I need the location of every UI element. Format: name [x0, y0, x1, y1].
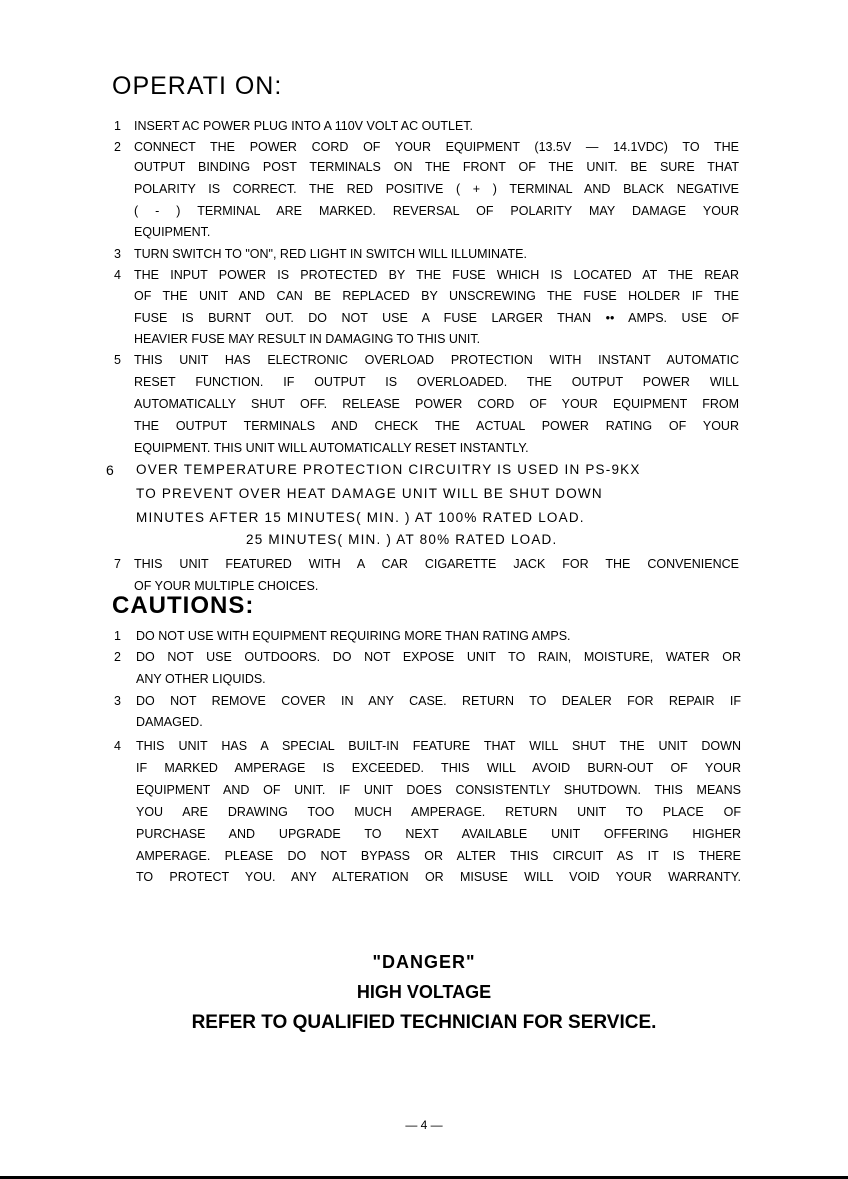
operation-item-1-number: 1 — [114, 119, 121, 133]
operation-item-4-number: 4 — [114, 268, 121, 282]
operation-item-6-line-2: TO PREVENT OVER HEAT DAMAGE UNIT WILL BE SHUT DOWN — [136, 486, 603, 501]
high-voltage-warning: HIGH VOLTAGE — [356, 982, 492, 1002]
page-number: — 4 — — [405, 1118, 443, 1132]
caution-item-4-line-7: TO PROTECT YOU. ANY ALTERATION OR MISUSE WILL VOID YOUR WARRANTY. — [136, 870, 741, 884]
operation-item-7-line-2: OF YOUR MULTIPLE CHOICES. — [134, 579, 319, 593]
caution-item-2-line-1: DO NOT USE OUTDOORS. DO NOT EXPOSE UNIT TO RAIN, MOISTURE, WATER OR — [136, 650, 741, 664]
operation-item-7-line-1: THIS UNIT FEATURED WITH A CAR CIGARETTE JACK FOR THE CONVENIENCE — [134, 557, 739, 571]
caution-item-4-line-1: THIS UNIT HAS A SPECIAL BUILT-IN FEATURE THAT WILL SHUT THE UNIT DOWN — [136, 739, 741, 753]
operation-item-5-number: 5 — [114, 353, 121, 367]
operation-item-4-line-2: OF THE UNIT AND CAN BE REPLACED BY UNSCREWING THE FUSE HOLDER IF THE — [134, 289, 739, 303]
operation-item-4-line-3: FUSE IS BURNT OUT. DO NOT USE A FUSE LARGER THAN •• AMPS. USE OF — [134, 311, 739, 325]
caution-item-3-line-1: DO NOT REMOVE COVER IN ANY CASE. RETURN TO DEALER FOR REPAIR IF — [136, 694, 741, 708]
danger-warning: "DANGER" — [372, 952, 476, 972]
caution-item-4-number: 4 — [114, 739, 121, 753]
caution-item-1-line-1: DO NOT USE WITH EQUIPMENT REQUIRING MORE THAN RATING AMPS. — [136, 629, 571, 643]
operation-item-5-line-1: THIS UNIT HAS ELECTRONIC OVERLOAD PROTECTION WITH INSTANT AUTOMATIC — [134, 353, 739, 367]
caution-item-3-number: 3 — [114, 694, 121, 708]
operation-item-5-line-2: RESET FUNCTION. IF OUTPUT IS OVERLOADED. THE OUTPUT POWER WILL — [134, 375, 739, 389]
caution-item-2-number: 2 — [114, 650, 121, 664]
operation-heading: OPERATI ON: — [112, 72, 283, 100]
operation-item-2-line-4: ( - ) TERMINAL ARE MARKED. REVERSAL OF POLARITY MAY DAMAGE YOUR — [134, 204, 739, 218]
caution-item-2-line-2: ANY OTHER LIQUIDS. — [136, 672, 266, 686]
operation-item-2-line-5: EQUIPMENT. — [134, 225, 211, 239]
operation-item-2-line-2: OUTPUT BINDING POST TERMINALS ON THE FRONT OF THE UNIT. BE SURE THAT — [134, 160, 739, 174]
caution-item-4-line-3: EQUIPMENT AND OF UNIT. IF UNIT DOES CONSISTENTLY SHUTDOWN. THIS MEANS — [136, 783, 741, 797]
operation-item-5-line-5: EQUIPMENT. THIS UNIT WILL AUTOMATICALLY RESET INSTANTLY. — [134, 441, 529, 455]
operation-item-6-line-3: MINUTES AFTER 15 MINUTES( MIN. ) AT 100% RATED LOAD. — [136, 510, 585, 525]
operation-item-5-line-3: AUTOMATICALLY SHUT OFF. RELEASE POWER CORD OF YOUR EQUIPMENT FROM — [134, 397, 739, 411]
caution-item-4-line-6: AMPERAGE. PLEASE DO NOT BYPASS OR ALTER THIS CIRCUIT AS IT IS THERE — [136, 849, 741, 863]
operation-item-2-number: 2 — [114, 140, 121, 154]
cautions-heading: CAUTIONS: — [112, 592, 255, 619]
caution-item-4-line-4: YOU ARE DRAWING TOO MUCH AMPERAGE. RETURN UNIT TO PLACE OF — [136, 805, 741, 819]
operation-item-3-line-1: TURN SWITCH TO "ON", RED LIGHT IN SWITCH WILL ILLUMINATE. — [134, 247, 527, 261]
caution-item-1-number: 1 — [114, 629, 121, 643]
operation-item-3-number: 3 — [114, 247, 121, 261]
operation-item-2-line-1: CONNECT THE POWER CORD OF YOUR EQUIPMENT (13.5V — 14.1VDC) TO THE — [134, 140, 739, 154]
operation-item-7-number: 7 — [114, 557, 121, 571]
caution-item-4-line-2: IF MARKED AMPERAGE IS EXCEEDED. THIS WILL AVOID BURN-OUT OF YOUR — [136, 761, 741, 775]
operation-item-6-number: 6 — [106, 462, 114, 478]
operation-item-4-line-4: HEAVIER FUSE MAY RESULT IN DAMAGING TO THIS UNIT. — [134, 332, 481, 346]
caution-item-4-line-5: PURCHASE AND UPGRADE TO NEXT AVAILABLE UNIT OFFERING HIGHER — [136, 827, 741, 841]
operation-item-1-line-1: INSERT AC POWER PLUG INTO A 110V VOLT AC OUTLET. — [134, 119, 474, 133]
operation-item-5-line-4: THE OUTPUT TERMINALS AND CHECK THE ACTUAL POWER RATING OF YOUR — [134, 419, 739, 433]
operation-item-6-line-1: OVER TEMPERATURE PROTECTION CIRCUITRY IS USED IN PS-9KX — [136, 462, 641, 477]
operation-item-6-line-4: 25 MINUTES( MIN. ) AT 80% RATED LOAD. — [246, 532, 558, 547]
operation-item-2-line-3: POLARITY IS CORRECT. THE RED POSITIVE ( + ) TERMINAL AND BLACK NEGATIVE — [134, 182, 739, 196]
operation-item-4-line-1: THE INPUT POWER IS PROTECTED BY THE FUSE WHICH IS LOCATED AT THE REAR — [134, 268, 739, 282]
caution-item-3-line-2: DAMAGED. — [136, 715, 203, 729]
service-notice: REFER TO QUALIFIED TECHNICIAN FOR SERVICE. — [191, 1012, 657, 1033]
